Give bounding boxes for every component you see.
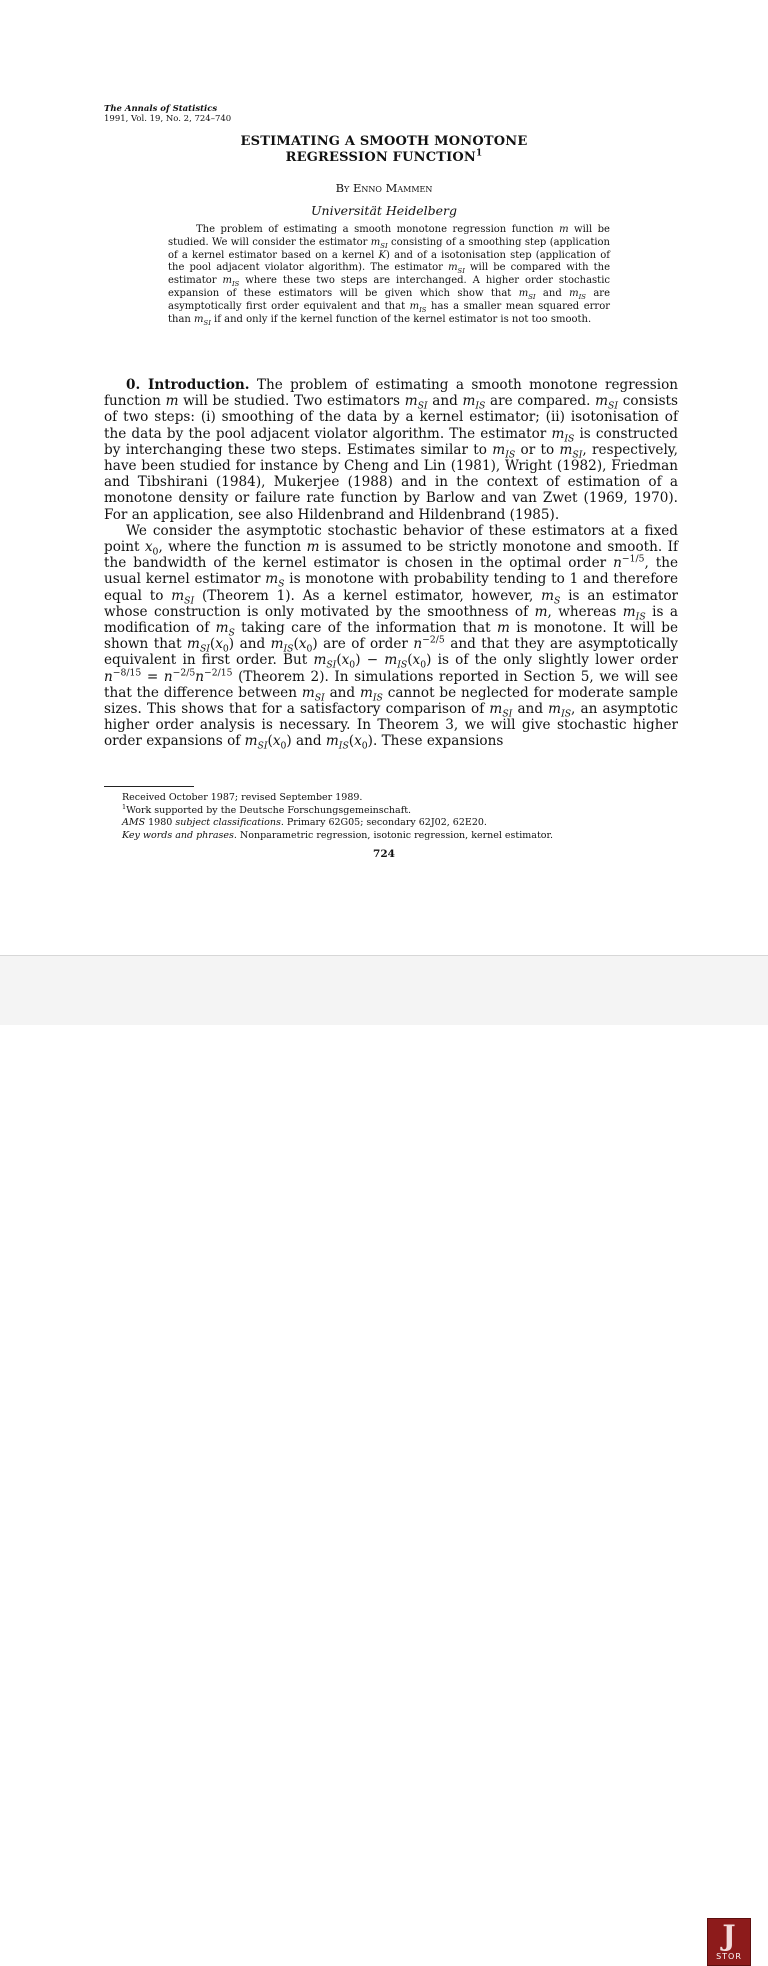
viewer-footer-bar (0, 955, 768, 1961)
title-line-1: ESTIMATING A SMOOTH MONOTONE (240, 134, 528, 149)
intro-paragraph-1: 0. Introduction. The problem of estimating a smooth monotone regression function m will be studied. Two estimators $m_{SI}$ and $m_{IS}$ are compared. $m_{SI}$ consists of two steps: (i) smoothing of the data by a kernel estimator; (ii) isotonisation of the data by the pool adjacent violator algorithm. The estimator $m_{IS}$ is constructed by interchanging these two steps. Estimates similar to $m_{IS}$ or to $m_{SI}$, respectively, have been studied for instance by Cheng and Lin (1981), Wright (1982), Friedman and Tibshirani (1984), Mukerjee (1988) and in the context of estimation of a monotone density or failure rate function by Barlow and van Zwet (1969, 1970). For an application, see also Hildenbrand and Hildenbrand (1985). (104, 377, 679, 523)
paper-page (0, 0, 768, 955)
footnotes (122, 792, 682, 842)
page-number: 724 (373, 848, 395, 860)
footnote-rule (104, 786, 194, 787)
author-by: By (335, 181, 350, 195)
section-heading: 0. Introduction. (126, 377, 250, 393)
jstor-logo-letter: J (722, 1919, 736, 1952)
title-footnote-mark: 1 (476, 148, 483, 159)
journal-name: The Annals of Statistics (104, 104, 218, 114)
abstract (168, 224, 610, 326)
author-line (0, 181, 768, 195)
intro-paragraph-2: We consider the asymptotic stochastic behavior of these estimators at a fixed point $x_0$, where the function m is assumed to be strictly monotone and smooth. If the bandwidth of the kernel estimator is chosen in the optimal order $n^{-1/5}$, the usual kernel estimator $m_S$ is monotone with probability tending to 1 and therefore equal to $m_{SI}$ (Theorem 1). As a kernel estimator, however, $m_S$ is an estimator whose construction is only motivated by the smoothness of m, whereas $m_{IS}$ is a modification of $m_S$ taking care of the information that m is monotone. It will be shown that $m_{SI}(x_0)$ and $m_{IS}(x_0)$ are of order $n^{-2/5}$ and that they are asymptotically equivalent in first order. But $m_{SI}(x_0) - m_{IS}(x_0)$ is of the only slightly lower order $n^{-8/15} = n^{-2/5}n^{-2/15}$ (Theorem 2). In simulations reported in Section 5, we will see that the difference between $m_{SI}$ and $m_{IS}$ cannot be neglected for moderate sample sizes. This shows that for a satisfactory comparison of $m_{SI}$ and $m_{IS}$, an asymptotic higher order analysis is necessary. In Theorem 3, we will give stochastic higher order expansions of $m_{SI}(x_0)$ and $m_{IS}(x_0)$. These expansions (104, 522, 679, 753)
ams-classification: AMS 1980 subject classifications. Primary 62G05; secondary 62J02, 62E20. (122, 817, 487, 828)
keywords: Key words and phrases. Nonparametric regression, isotonic regression, kernel estimator. (122, 829, 554, 841)
journal-issue: 1991, Vol. 19, No. 2, 724–740 (104, 114, 232, 124)
support-footnote: $^1$Work supported by the Deutsche Forschungsgemeinschaft. (122, 802, 412, 816)
jstor-logo-icon[interactable] (707, 1918, 751, 1966)
jstor-logo-label: STOR (716, 1952, 742, 1961)
title-line-2: REGRESSION FUNCTION (285, 150, 477, 165)
author-name: Enno Mammen (353, 181, 433, 195)
abstract-paragraph: The problem of estimating a smooth monotone regression function m will be studied. We will consider the estimator $m_{SI}$ consisting of a smoothing step (application of a kernel estimator based on a kernel K) and of a isotonisation step (application of the pool adjacent violator algorithm). The estimator $m_{SI}$ will be compared with the estimator $m_{IS}$ where these two steps are interchanged. A higher order stochastic expansion of these estimators will be given which show that $m_{SI}$ and $m_{IS}$ are asymptotically first order equivalent and that $m_{IS}$ has a smaller mean squared error than $m_{SI}$ if and only if the kernel function of the kernel estimator is not too smooth. (168, 224, 611, 327)
received-note: Received October 1987; revised September 1989. (122, 792, 363, 803)
affiliation: Universität Heidelberg (311, 203, 457, 218)
journal-citation (104, 104, 231, 124)
introduction-section (104, 377, 679, 753)
paper-title (0, 134, 768, 166)
